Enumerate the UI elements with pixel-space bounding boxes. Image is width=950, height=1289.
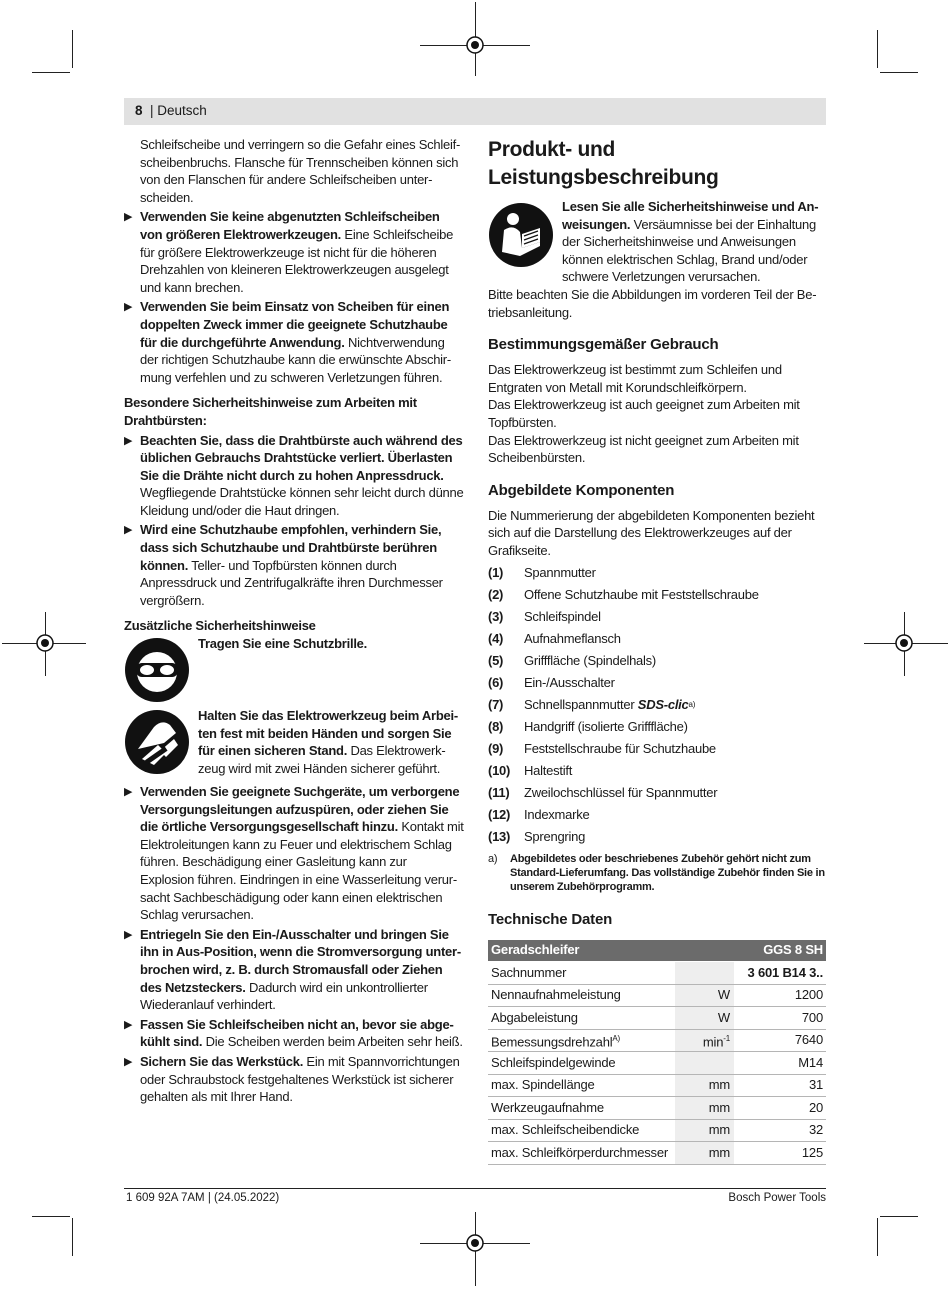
row-label: Schleifspindelgewinde bbox=[488, 1052, 675, 1075]
footer-brand: Bosch Power Tools bbox=[728, 1192, 826, 1204]
bullet-triangle-icon: ▶ bbox=[124, 434, 133, 447]
bullet-triangle-icon: ▶ bbox=[124, 211, 133, 224]
sds-clic-logo: SDS-clic bbox=[637, 696, 689, 712]
heading-technical-data: Technische Daten bbox=[488, 910, 613, 928]
component-label: Ein-/Ausschalter bbox=[524, 674, 615, 690]
footnote-text: Abgebildetes oder beschriebenes Zubehör gehört nicht zum Standard-Lieferumfang. Das vollständige Zubehör finden Sie in unserem Zubehörprogramm. bbox=[510, 852, 825, 893]
component-item bbox=[488, 804, 826, 826]
use-paragraph: Das Elektrowerkzeug ist nicht geeignet zum Arbeiten mit Scheibenbürsten. bbox=[488, 432, 799, 466]
component-item bbox=[488, 650, 826, 672]
components-intro: Die Nummerierung der abgebildeten Komponenten bezieht sich auf die Darstellung des Elektrowerkzeuges auf der Grafikseite. bbox=[488, 507, 815, 558]
table-row bbox=[488, 1074, 826, 1097]
table-row bbox=[488, 1142, 826, 1165]
crop-mark bbox=[72, 1218, 73, 1256]
row-label: max. Schleifscheibendicke bbox=[488, 1119, 675, 1142]
bullet-text: Eine Schleifscheibe für größere Elektrowerkzeuge ist nicht für die höheren Drehzahlen von kleineren Elektrowerkzeugen ausgelegt und kann brechen. bbox=[140, 226, 454, 295]
figures-note: Bitte beachten Sie die Abbildungen im vorderen Teil der Betriebsanleitung. bbox=[488, 286, 817, 320]
row-value: M14 bbox=[734, 1052, 826, 1075]
read-text: Versäumnisse bei der Einhaltung der Sicherheitshinweise und Anweisungen können elektrischen Schlag, Brand und/oder schwere Verletzungen verursachen. bbox=[562, 216, 816, 285]
registration-mark-icon bbox=[464, 1232, 486, 1254]
registration-mark-icon bbox=[34, 632, 56, 654]
row-unit-sup: -1 bbox=[723, 1033, 730, 1043]
component-number: (7) bbox=[488, 696, 504, 712]
bullet-bold: Verwenden Sie beim Einsatz von Scheiben für einen doppelten Zweck immer die geeignete Schutzhaube für die durchgeführte Anwendung. bbox=[140, 299, 450, 350]
component-item bbox=[488, 782, 826, 804]
row-label: Abgabeleistung bbox=[488, 1007, 675, 1030]
read-manual-icon bbox=[488, 202, 554, 268]
component-number: (2) bbox=[488, 586, 504, 602]
page-footer bbox=[124, 1188, 826, 1204]
component-label: Handgriff (isolierte Grifffläche) bbox=[524, 718, 688, 734]
table-row bbox=[488, 1007, 826, 1030]
component-item bbox=[488, 826, 826, 848]
row-unit: W bbox=[675, 1007, 734, 1030]
component-label: Aufnahmeflansch bbox=[524, 630, 621, 646]
component-item bbox=[488, 760, 826, 782]
component-label: Spannmutter bbox=[524, 564, 596, 580]
crop-mark bbox=[880, 72, 918, 73]
safety-bullet bbox=[124, 432, 464, 520]
row-unit bbox=[675, 962, 734, 985]
bullet-bold: Fassen Sie Schleifscheiben nicht an, bevor sie abgekühlt sind. bbox=[140, 1016, 454, 1050]
use-paragraph: Das Elektrowerkzeug ist auch geeignet zum Arbeiten mit Topfbürsten. bbox=[488, 397, 800, 430]
bullet-bold: Sichern Sie das Werkstück. bbox=[140, 1053, 304, 1069]
bullet-triangle-icon: ▶ bbox=[124, 786, 133, 799]
footnote-ref: a) bbox=[688, 699, 696, 709]
row-value: 3 601 B14 3.. bbox=[747, 964, 823, 980]
table-header-row bbox=[488, 940, 826, 962]
component-label: Feststellschraube für Schutzhaube bbox=[524, 740, 716, 756]
row-label: Werkzeugaufnahme bbox=[488, 1097, 675, 1120]
bullet-text: Die Scheiben werden beim Arbeiten sehr heiß. bbox=[202, 1034, 463, 1050]
hands-bold: Halten Sie das Elektrowerkzeug beim Arbeiten fest mit beiden Händen und sorgen Sie für einen sicheren Stand. bbox=[198, 708, 459, 759]
component-number: (4) bbox=[488, 630, 504, 646]
section-label: | Deutsch bbox=[150, 103, 207, 118]
safety-bullet bbox=[124, 298, 464, 386]
read-instructions-notice bbox=[488, 198, 826, 286]
bullet-triangle-icon: ▶ bbox=[124, 301, 133, 314]
table-header-model: GGS 8 SH bbox=[734, 940, 826, 962]
component-number: (3) bbox=[488, 608, 504, 624]
subheading-additional: Zusätzliche Sicherheitshinweise bbox=[124, 618, 316, 634]
component-item bbox=[488, 716, 826, 738]
component-number: (6) bbox=[488, 674, 504, 690]
two-hands-notice bbox=[124, 707, 464, 781]
table-row bbox=[488, 984, 826, 1007]
row-value: 31 bbox=[734, 1074, 826, 1097]
bullet-text: Kontakt mit Elektroleitungen kann zu Feuer und elektrischem Schlag führen. Beschädigung einer Gasleitung kann zur Explosion führen. Eindringen in eine Wasserleitung verursacht Sachbeschädigung oder kann einen elektrischen Schlag verursachen. bbox=[140, 819, 464, 923]
row-unit: min bbox=[702, 1034, 724, 1050]
bullet-text: Wegfliegende Drahtstücke können sehr leicht durch dünne Kleidung und/oder die Haut dringen. bbox=[140, 485, 464, 518]
row-value: 7640 bbox=[734, 1029, 826, 1052]
component-label: Grifffläche (Spindelhals) bbox=[524, 652, 657, 668]
row-value: 1200 bbox=[734, 984, 826, 1007]
safety-bullet bbox=[124, 783, 464, 924]
row-unit bbox=[675, 1052, 734, 1075]
table-header-label: Geradschleifer bbox=[488, 940, 675, 962]
hands-text: Das Elektrowerkzeug wird mit zwei Händen sicherer geführt. bbox=[198, 743, 446, 776]
component-item bbox=[488, 694, 826, 716]
crop-mark bbox=[877, 1218, 878, 1256]
component-label: Haltestift bbox=[524, 762, 573, 778]
right-column bbox=[488, 136, 826, 1165]
bullet-triangle-icon: ▶ bbox=[124, 928, 133, 941]
row-value: 125 bbox=[734, 1142, 826, 1165]
component-number: (9) bbox=[488, 740, 504, 756]
row-label: max. Spindellänge bbox=[488, 1074, 675, 1097]
component-number: (1) bbox=[488, 564, 504, 580]
row-unit: mm bbox=[675, 1097, 734, 1120]
component-item bbox=[488, 606, 826, 628]
heading-intended-use: Bestimmungsgemäßer Gebrauch bbox=[488, 336, 719, 354]
registration-mark-icon bbox=[893, 632, 915, 654]
table-row bbox=[488, 1052, 826, 1075]
component-label: Zweilochschlüssel für Spannmutter bbox=[524, 784, 718, 800]
table-row bbox=[488, 1119, 826, 1142]
intro-paragraph: Schleifscheibe und verringern so die Gefahr eines Schleifscheibenbruchs. Flansche für Trennscheiben können sich von den Flanschen für andere Schleifscheiben unterscheiden. bbox=[140, 137, 461, 205]
row-unit: mm bbox=[675, 1119, 734, 1142]
row-label-sup: A) bbox=[612, 1033, 621, 1043]
footnote-mark: a) bbox=[488, 852, 498, 865]
component-label: Sprengring bbox=[524, 828, 586, 844]
component-label: Schnellspannmutter bbox=[524, 696, 635, 712]
safety-goggles-icon bbox=[124, 637, 190, 703]
component-item bbox=[488, 562, 826, 584]
safety-bullet bbox=[124, 208, 464, 296]
read-bold: Lesen Sie alle Sicherheitshinweise und Anweisungen. bbox=[562, 199, 819, 232]
component-item bbox=[488, 738, 826, 760]
bullet-bold: Beachten Sie, dass die Drahtbürste auch während des üblichen Gebrauchs Drahtstücke verliert. Überlasten Sie die Drähte nicht durch zu hohen Anpressdruck. bbox=[140, 432, 463, 483]
use-paragraph: Das Elektrowerkzeug ist bestimmt zum Schleifen und Entgraten von Metall mit Korundschleifkörpern. bbox=[488, 362, 782, 395]
registration-mark-icon bbox=[464, 34, 486, 56]
bullet-text: Ein mit Spannvorrichtungen oder Schraubstock festgehaltenes Werkstück ist sicherer gehalten als mit Ihrer Hand. bbox=[140, 1053, 460, 1105]
bullet-bold: Verwenden Sie keine abgenutzten Schleifscheiben von größeren Elektrowerkzeugen. bbox=[140, 209, 440, 242]
component-number: (10) bbox=[488, 762, 511, 778]
two-hands-icon bbox=[124, 709, 190, 775]
crop-mark bbox=[880, 1216, 918, 1217]
left-column bbox=[124, 136, 464, 1106]
crop-mark bbox=[72, 30, 73, 68]
table-row bbox=[488, 962, 826, 985]
subheading-wire-brushes: Besondere Sicherheitshinweise zum Arbeiten mit Drahtbürsten: bbox=[124, 395, 417, 428]
safety-bullet bbox=[124, 1053, 464, 1106]
table-row bbox=[488, 1029, 826, 1052]
row-label: max. Schleifkörperdurchmesser bbox=[488, 1142, 675, 1165]
crop-mark bbox=[877, 30, 878, 68]
goggles-notice bbox=[124, 635, 464, 707]
safety-bullet bbox=[124, 1016, 464, 1051]
safety-bullet bbox=[124, 926, 464, 1014]
component-number: (5) bbox=[488, 652, 504, 668]
row-label: Bemessungsdrehzahl bbox=[491, 1034, 613, 1050]
page-number: 8 bbox=[135, 103, 143, 118]
row-value: 20 bbox=[734, 1097, 826, 1120]
safety-bullet bbox=[124, 521, 464, 609]
row-value: 700 bbox=[734, 1007, 826, 1030]
components-list bbox=[488, 562, 826, 848]
footer-doc-number: 1 609 92A 7AM | (24.05.2022) bbox=[126, 1192, 280, 1204]
page-header bbox=[124, 98, 826, 125]
component-number: (13) bbox=[488, 828, 511, 844]
component-number: (11) bbox=[488, 784, 510, 800]
row-label: Sachnummer bbox=[488, 962, 675, 985]
component-label: Schleifspindel bbox=[524, 608, 601, 624]
bullet-text: Nichtverwendung der richtigen Schutzhaube kann die erwünschte Abschirmung verfehlen und zu schweren Verletzungen führen. bbox=[140, 334, 452, 385]
row-unit: mm bbox=[675, 1142, 734, 1165]
component-label: Indexmarke bbox=[524, 806, 590, 822]
bullet-bold: Wird eine Schutzhaube empfohlen, verhindern Sie, dass sich Schutzhaube und Drahtbürste berühren können. bbox=[140, 522, 442, 573]
bullet-text: Dadurch wird ein unkontrollierter Wiederanlauf verhindert. bbox=[140, 979, 428, 1013]
row-label: Nennaufnahmeleistung bbox=[488, 984, 675, 1007]
component-number: (12) bbox=[488, 806, 511, 822]
crop-mark bbox=[32, 72, 70, 73]
component-label: Offene Schutzhaube mit Feststellschraube bbox=[524, 586, 759, 602]
component-item bbox=[488, 628, 826, 650]
table-row bbox=[488, 1097, 826, 1120]
bullet-triangle-icon: ▶ bbox=[124, 1055, 133, 1068]
component-item bbox=[488, 672, 826, 694]
goggles-text: Tragen Sie eine Schutzbrille. bbox=[198, 636, 368, 652]
bullet-bold: Entriegeln Sie den Ein-/Ausschalter und bringen Sie ihn in Aus-Position, wenn die Stromversorgung unterbrochen wird, z. B. durch Stromausfall oder Ziehen des Netzsteckers. bbox=[140, 926, 462, 995]
technical-data-table bbox=[488, 940, 826, 1165]
bullet-triangle-icon: ▶ bbox=[124, 524, 133, 537]
row-unit: W bbox=[675, 984, 734, 1007]
crop-mark bbox=[32, 1216, 70, 1217]
row-unit: mm bbox=[675, 1074, 734, 1097]
footnote bbox=[488, 852, 826, 894]
component-number: (8) bbox=[488, 718, 504, 734]
row-value: 32 bbox=[734, 1119, 826, 1142]
component-item bbox=[488, 584, 826, 606]
bullet-triangle-icon: ▶ bbox=[124, 1018, 133, 1031]
bullet-bold: Verwenden Sie geeignete Suchgeräte, um verborgene Versorgungsleitungen aufzuspüren, oder ziehen Sie die örtliche Versorgungsgesellschaft hinzu. bbox=[140, 784, 460, 835]
section-title: Produkt- und Leistungsbeschreibung bbox=[488, 138, 719, 189]
heading-components: Abgebildete Komponenten bbox=[488, 481, 675, 499]
bullet-text: Teller- und Topfbürsten können durch Anpressdruck und Zentrifugalkräfte ihren Durchmesser vergrößern. bbox=[140, 557, 443, 608]
